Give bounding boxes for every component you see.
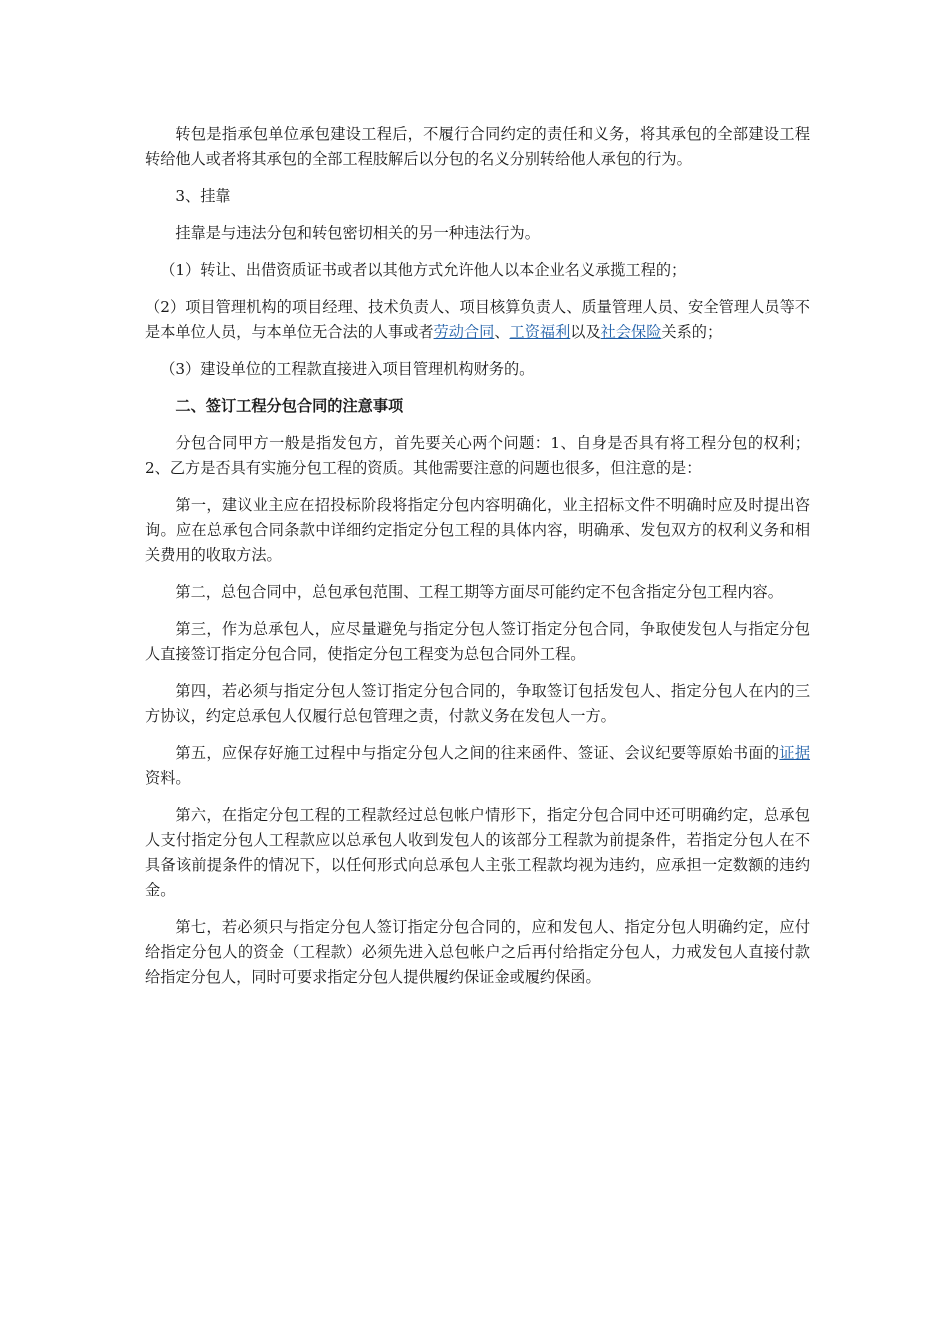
paragraph-affiliation-intro: 挂靠是与违法分包和转包密切相关的另一种违法行为。 [175,224,540,242]
paragraph-seventh: 第七，若必须只与指定分包人签订指定分包合同的，应和发包人、指定分包人明确约定，应付给指定分包人的资金（工程款）必须先进入总包帐户之后再付给指定分包人，力戒发包人直接付款给指定分包人，同时可要求指定分包人提供履约保证金或履约保函。 [145,918,810,986]
list-item-2 [145,295,810,345]
section-title-affiliation: 3、挂靠 [175,187,231,205]
list-item-2-sep2: 以及 [570,323,601,341]
paragraph-third: 第三，作为总承包人，应尽量避免与指定分包人签订指定分包合同，争取使发包人与指定分包人直接签订指定分包合同，使指定分包工程变为总包合同外工程。 [145,620,810,663]
list-item-2-text-b: 关系的； [661,323,723,341]
paragraph-second: 第二，总包合同中，总包承包范围、工程工期等方面尽可能约定不包含指定分包工程内容。 [175,583,783,601]
list-item-2-sep1: 、 [494,323,510,341]
list-item-3: （3）建设单位的工程款直接进入项目管理机构财务的。 [160,360,535,378]
link-evidence[interactable]: 证据 [779,744,811,762]
section-heading: 二、签订工程分包合同的注意事项 [175,397,404,415]
link-wages-benefits[interactable]: 工资福利 [509,323,571,341]
paragraph-fifth [145,741,810,791]
link-labor-contract[interactable]: 劳动合同 [433,323,495,341]
paragraph-fourth: 第四，若必须与指定分包人签订指定分包合同的，争取签订包括发包人、指定分包人在内的三方协议，约定总承包人仅履行总包管理之责，付款义务在发包人一方。 [145,682,810,725]
document-body [145,122,810,1002]
paragraph-fifth-text-a: 第五，应保存好施工过程中与指定分包人之间的往来函件、签证、会议纪要等原始书面的 [175,744,780,762]
list-item-2-text-a: （2）项目管理机构的项目经理、技术负责人、项目核算负责人、质量管理人员、安全管理人员等不是本单位人员，与本单位无合法的人事或者 [145,298,810,341]
link-social-insurance[interactable]: 社会保险 [600,323,662,341]
paragraph-sixth: 第六，在指定分包工程的工程款经过总包帐户情形下，指定分包合同中还可明确约定，总承包人支付指定分包人工程款应以总承包人收到发包人的该部分工程款为前提条件，若指定分包人在不具备该前提条件的情况下，以任何形式向总承包人主张工程款均视为违约，应承担一定数额的违约金。 [145,806,810,899]
paragraph-fifth-text-b: 资料。 [145,769,191,787]
paragraph-intro: 分包合同甲方一般是指发包方，首先要关心两个问题：1、自身是否具有将工程分包的权利；2、乙方是否具有实施分包工程的资质。其他需要注意的问题也很多，但注意的是： [145,434,810,477]
paragraph-subcontract-definition: 转包是指承包单位承包建设工程后，不履行合同约定的责任和义务，将其承包的全部建设工程转给他人或者将其承包的全部工程肢解后以分包的名义分别转给他人承包的行为。 [145,125,810,168]
list-item-1: （1）转让、出借资质证书或者以其他方式允许他人以本企业名义承揽工程的； [160,261,687,279]
paragraph-first: 第一，建议业主应在招投标阶段将指定分包内容明确化，业主招标文件不明确时应及时提出咨询。应在总承包合同条款中详细约定指定分包工程的具体内容，明确承、发包双方的权利义务和相关费用的收取方法。 [145,496,810,564]
